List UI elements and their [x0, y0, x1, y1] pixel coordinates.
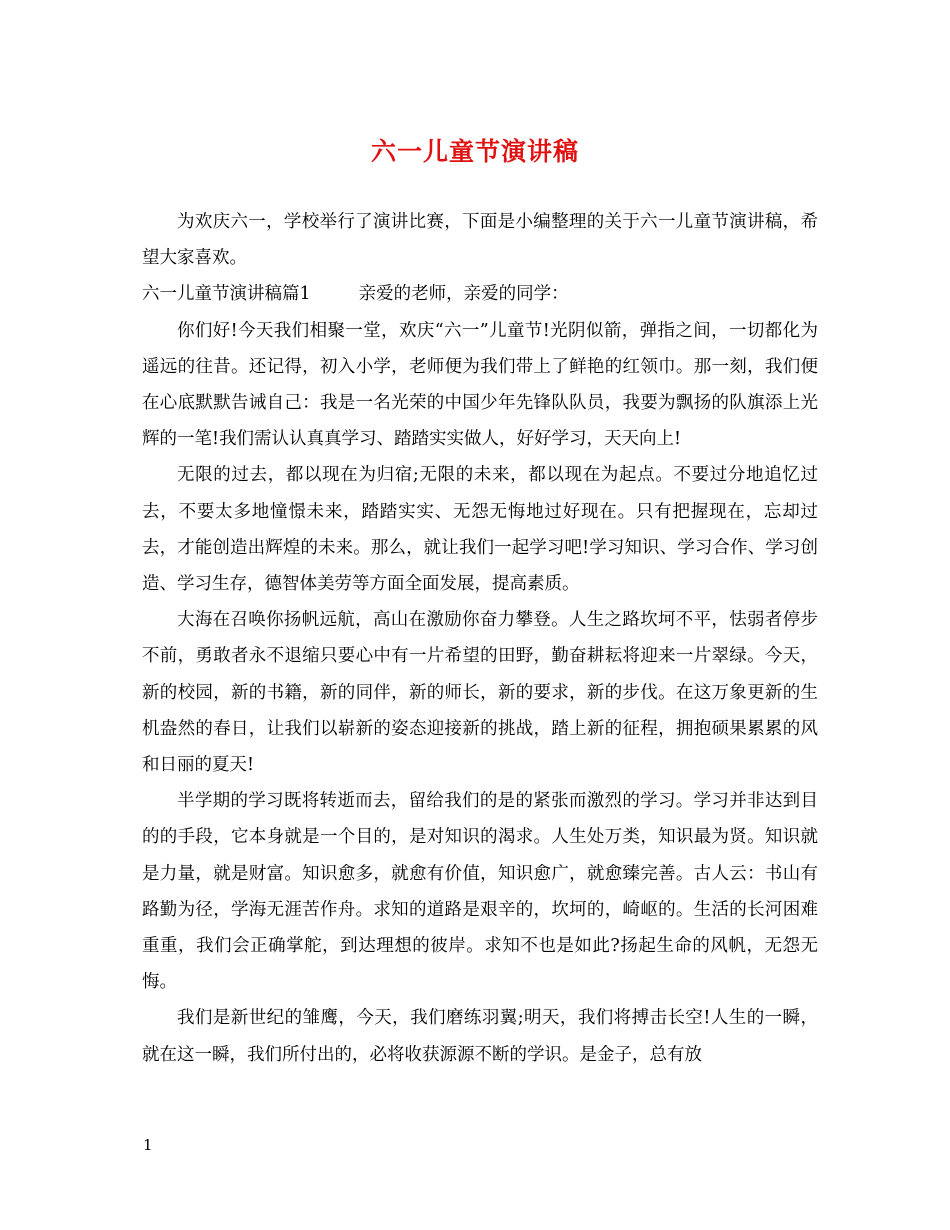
- section-heading-line: [142, 276, 818, 312]
- section-heading: 六一儿童节演讲稿篇1: [142, 284, 311, 305]
- body-paragraph-4: 半学期的学习既将转逝而去，留给我们的是的紧张而激烈的学习。学习并非达到目的的手段，它本身就是一个目的，是对知识的渴求。人生处万类，知识最为贤。知识就是力量，就是财富。知识愈多，就愈有价值，知识愈广，就愈臻完善。古人云：书山有路勤为径，学海无涯苦作舟。求知的道路是艰辛的，坎坷的，崎岖的。生活的长河困难重重，我们会正确掌舵，到达理想的彼岸。求知不也是如此?扬起生命的风帆，无怨无悔。: [142, 791, 818, 993]
- document-title: 六一儿童节演讲稿: [370, 137, 579, 166]
- body-paragraph-1: 你们好!今天我们相聚一堂，欢庆“六一”儿童节!光阴似箭，弹指之间，一切都化为遥远的往昔。还记得，初入小学，老师便为我们带上了鲜艳的红领巾。那一刻，我们便在心底默默告诫自己：我是一名光荣的中国少年先锋队队员，我要为飘扬的队旗添上光辉的一笔!我们需认认真真学习、踏踏实实做人，好好学习，天天向上!: [142, 320, 818, 450]
- body-paragraph-5: 我们是新世纪的雏鹰，今天，我们磨练羽翼;明天，我们将搏击长空!人生的一瞬，就在这一瞬，我们所付出的，必将收获源源不断的学识。是金子，总有放: [142, 1008, 818, 1065]
- salutation: 亲爱的老师，亲爱的同学：: [358, 284, 569, 305]
- body-paragraph-3: 大海在召唤你扬帆远航，高山在激励你奋力攀登。人生之路坎坷不平，怯弱者停步不前，勇敢者永不退缩只要心中有一片希望的田野，勤奋耕耘将迎来一片翠绿。今天，新的校园，新的书籍，新的同伴，新的师长，新的要求，新的步伐。在这万象更新的生机盎然的春日，让我们以崭新的姿态迎接新的挑战，踏上新的征程，拥抱硕果累累的风和日丽的夏天!: [142, 610, 818, 776]
- intro-paragraph: 为欢庆六一，学校举行了演讲比赛，下面是小编整理的关于六一儿童节演讲稿，希望大家喜欢。: [142, 212, 818, 269]
- body-paragraph-2: 无限的过去，都以现在为归宿;无限的未来，都以现在为起点。不要过分地追忆过去，不要太多地憧憬未来，踏踏实实、无怨无悔地过好现在。只有把握现在，忘却过去，才能创造出辉煌的未来。那么，就让我们一起学习吧!学习知识、学习合作、学习创造、学习生存，德智体美劳等方面全面发展，提高素质。: [142, 465, 818, 595]
- page-number: 1: [143, 1136, 153, 1154]
- document-body: [142, 204, 818, 1073]
